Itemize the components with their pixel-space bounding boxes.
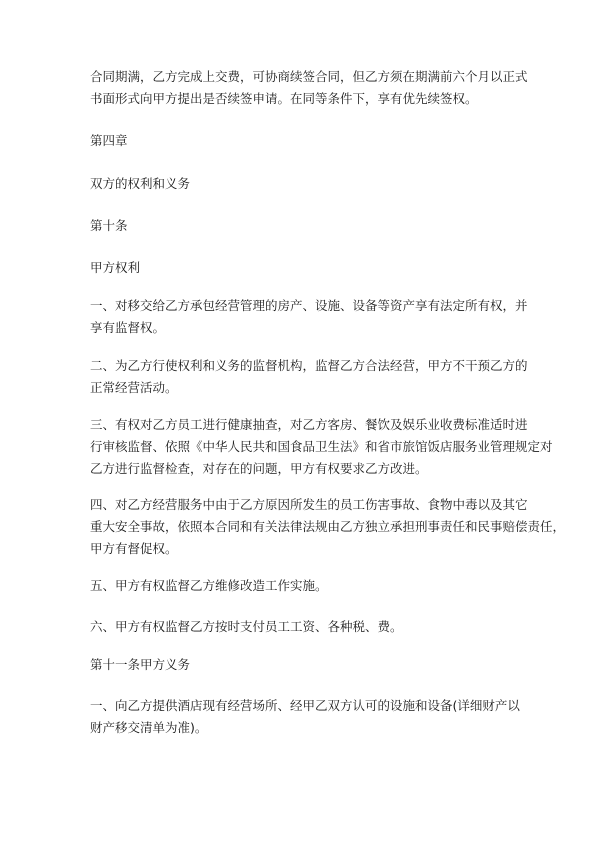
text-line: 二、为乙方行使权利和义务的监督机构，监督乙方合法经营，甲方不干预乙方的 — [90, 358, 528, 373]
text-line: 正常经营活动。 — [90, 380, 178, 395]
section-heading-party-a-rights — [90, 257, 515, 279]
text-line: 甲方权利 — [90, 260, 141, 275]
article-heading — [90, 215, 515, 237]
paragraph-item-3 — [90, 414, 553, 480]
paragraph-contract-renewal — [90, 66, 528, 110]
text-line: 书面形式向甲方提出是否续签申请。在同等条件下，享有优先续签权。 — [90, 91, 478, 106]
text-line: 享有监督权。 — [90, 320, 166, 335]
text-line: 重大安全事故，依照本合同和有关法律法规由乙方独立承担刑事责任和民事赔偿责任， — [90, 519, 566, 534]
text-line: 第十一条甲方义务 — [90, 657, 191, 672]
text-line: 乙方进行监督检查，对存在的问题，甲方有权要求乙方改进。 — [90, 461, 428, 476]
paragraph-item-1 — [90, 295, 528, 339]
text-line: 第四章 — [90, 133, 128, 148]
text-line: 三、有权对乙方员工进行健康抽查，对乙方客房、餐饮及娱乐业收费标准适时进 — [90, 417, 528, 432]
text-line: 双方的权利和义务 — [90, 176, 191, 191]
text-line: 六、甲方有权监督乙方按时支付员工工资、各种税、费。 — [90, 619, 403, 634]
paragraph-item-5 — [90, 575, 515, 597]
text-line: 四、对乙方经营服务中由于乙方原因所发生的员工伤害事故、食物中毒以及其它 — [90, 497, 528, 512]
paragraph-item-2 — [90, 355, 528, 399]
text-line: 五、甲方有权监督乙方维修改造工作实施。 — [90, 578, 328, 593]
text-line: 合同期满，乙方完成上交费，可协商续签合同，但乙方须在期满前六个月以正式 — [90, 69, 528, 84]
chapter-title — [90, 173, 515, 195]
text-line: 一、向乙方提供酒店现有经营场所、经甲乙双方认可的设施和设备(详细财产以 — [90, 698, 520, 713]
text-line: 甲方有督促权。 — [90, 541, 178, 556]
text-line: 行审核监督、依照《中华人民共和国食品卫生法》和省市旅馆饭店服务业管理规定对 — [90, 439, 553, 454]
paragraph-item-4 — [90, 494, 566, 560]
paragraph-item-6 — [90, 616, 515, 638]
text-line: 财产移交清单为准)。 — [90, 720, 208, 735]
text-line: 第十条 — [90, 218, 128, 233]
text-line: 一、对移交给乙方承包经营管理的房产、设施、设备等资产享有法定所有权，并 — [90, 298, 528, 313]
chapter-heading — [90, 130, 515, 152]
article-heading-party-a-obligations — [90, 654, 515, 676]
paragraph-obligation-1 — [90, 695, 520, 739]
